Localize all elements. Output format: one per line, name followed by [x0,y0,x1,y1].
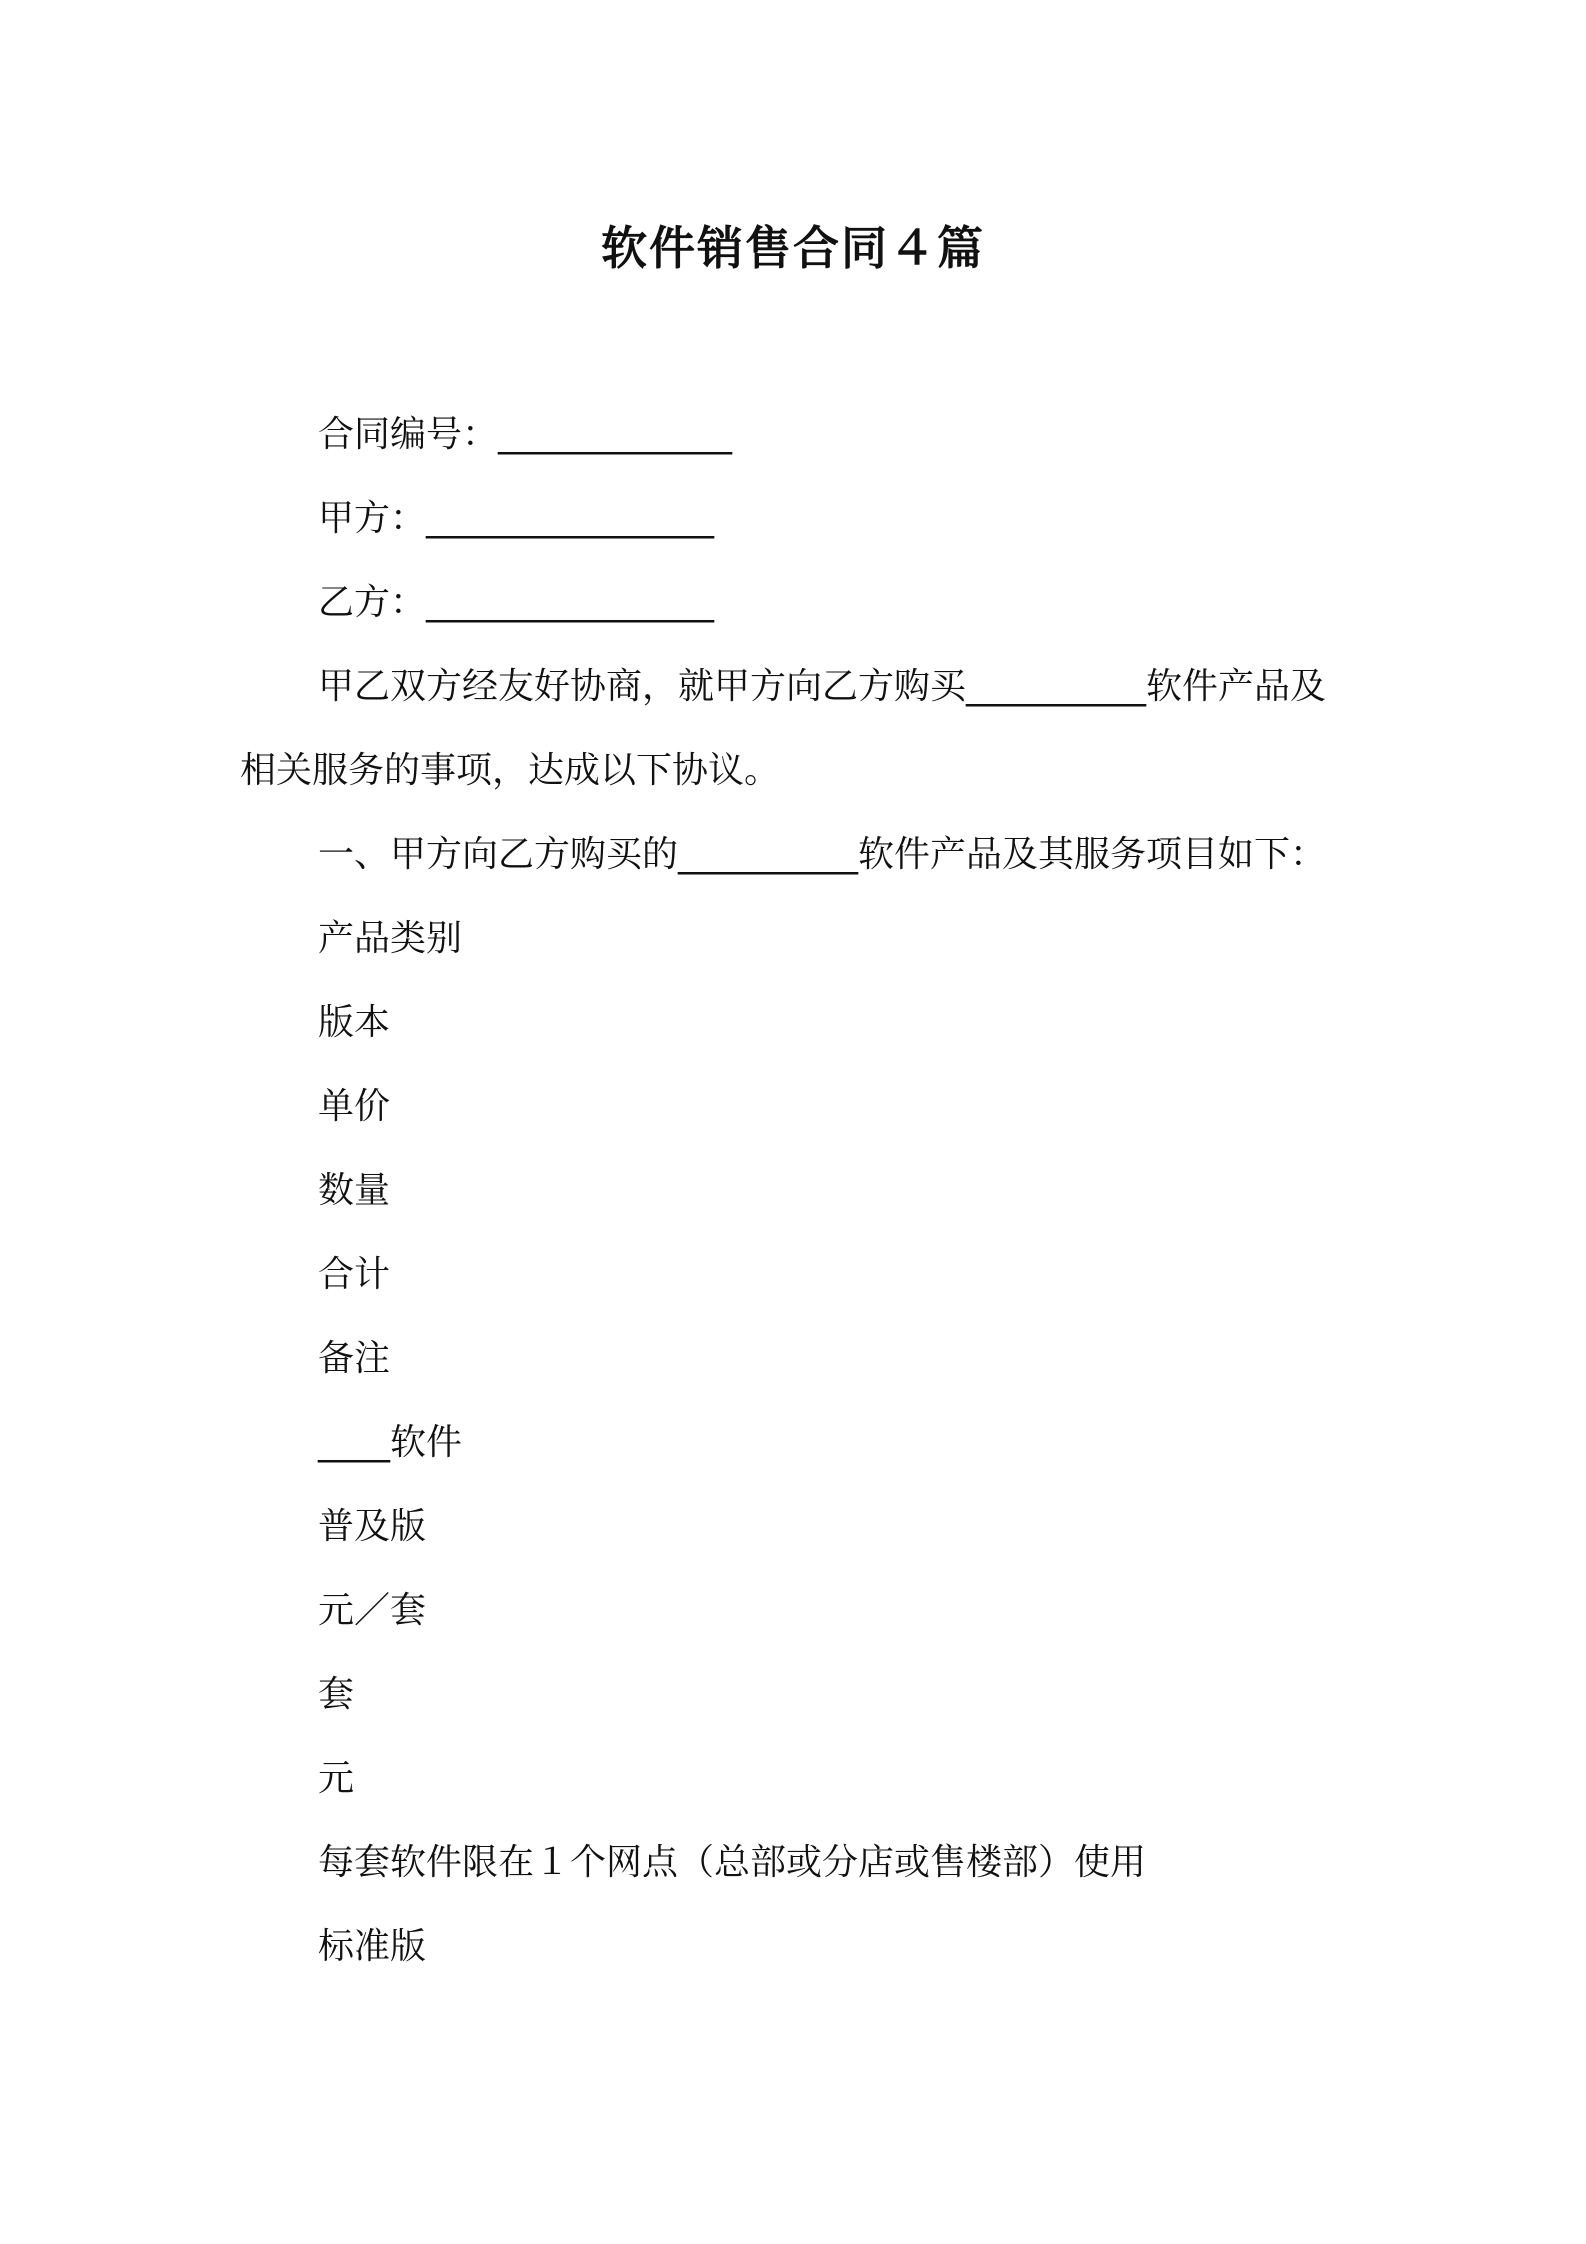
list-item: ____软件 [318,1422,463,1463]
party-a-line: 甲方：________________ [318,498,715,539]
paragraph-intro-line-1: 甲乙双方经友好协商，就甲方向乙方购买__________软件产品及 [318,666,1327,707]
document-title: 软件销售合同４篇 [601,221,985,275]
list-item: 合计 [318,1254,391,1295]
list-item: 产品类别 [318,918,463,959]
party-b-line: 乙方：________________ [318,582,715,623]
list-item: 备注 [318,1338,391,1379]
paragraph-intro-line-2: 相关服务的事项，达成以下协议。 [240,750,781,791]
list-item: 元 [318,1758,355,1799]
list-item: 标准版 [318,1926,427,1967]
list-item: 元／套 [318,1590,427,1631]
contract-number-line: 合同编号：_____________ [318,414,733,455]
section-one-heading: 一、甲方向乙方购买的__________软件产品及其服务项目如下： [318,834,1327,875]
list-item: 每套软件限在１个网点（总部或分店或售楼部）使用 [318,1842,1147,1883]
list-item: 单价 [318,1086,391,1127]
list-item: 套 [318,1674,355,1715]
list-item: 版本 [318,1002,391,1043]
list-item: 数量 [318,1170,391,1211]
list-item: 普及版 [318,1506,427,1547]
